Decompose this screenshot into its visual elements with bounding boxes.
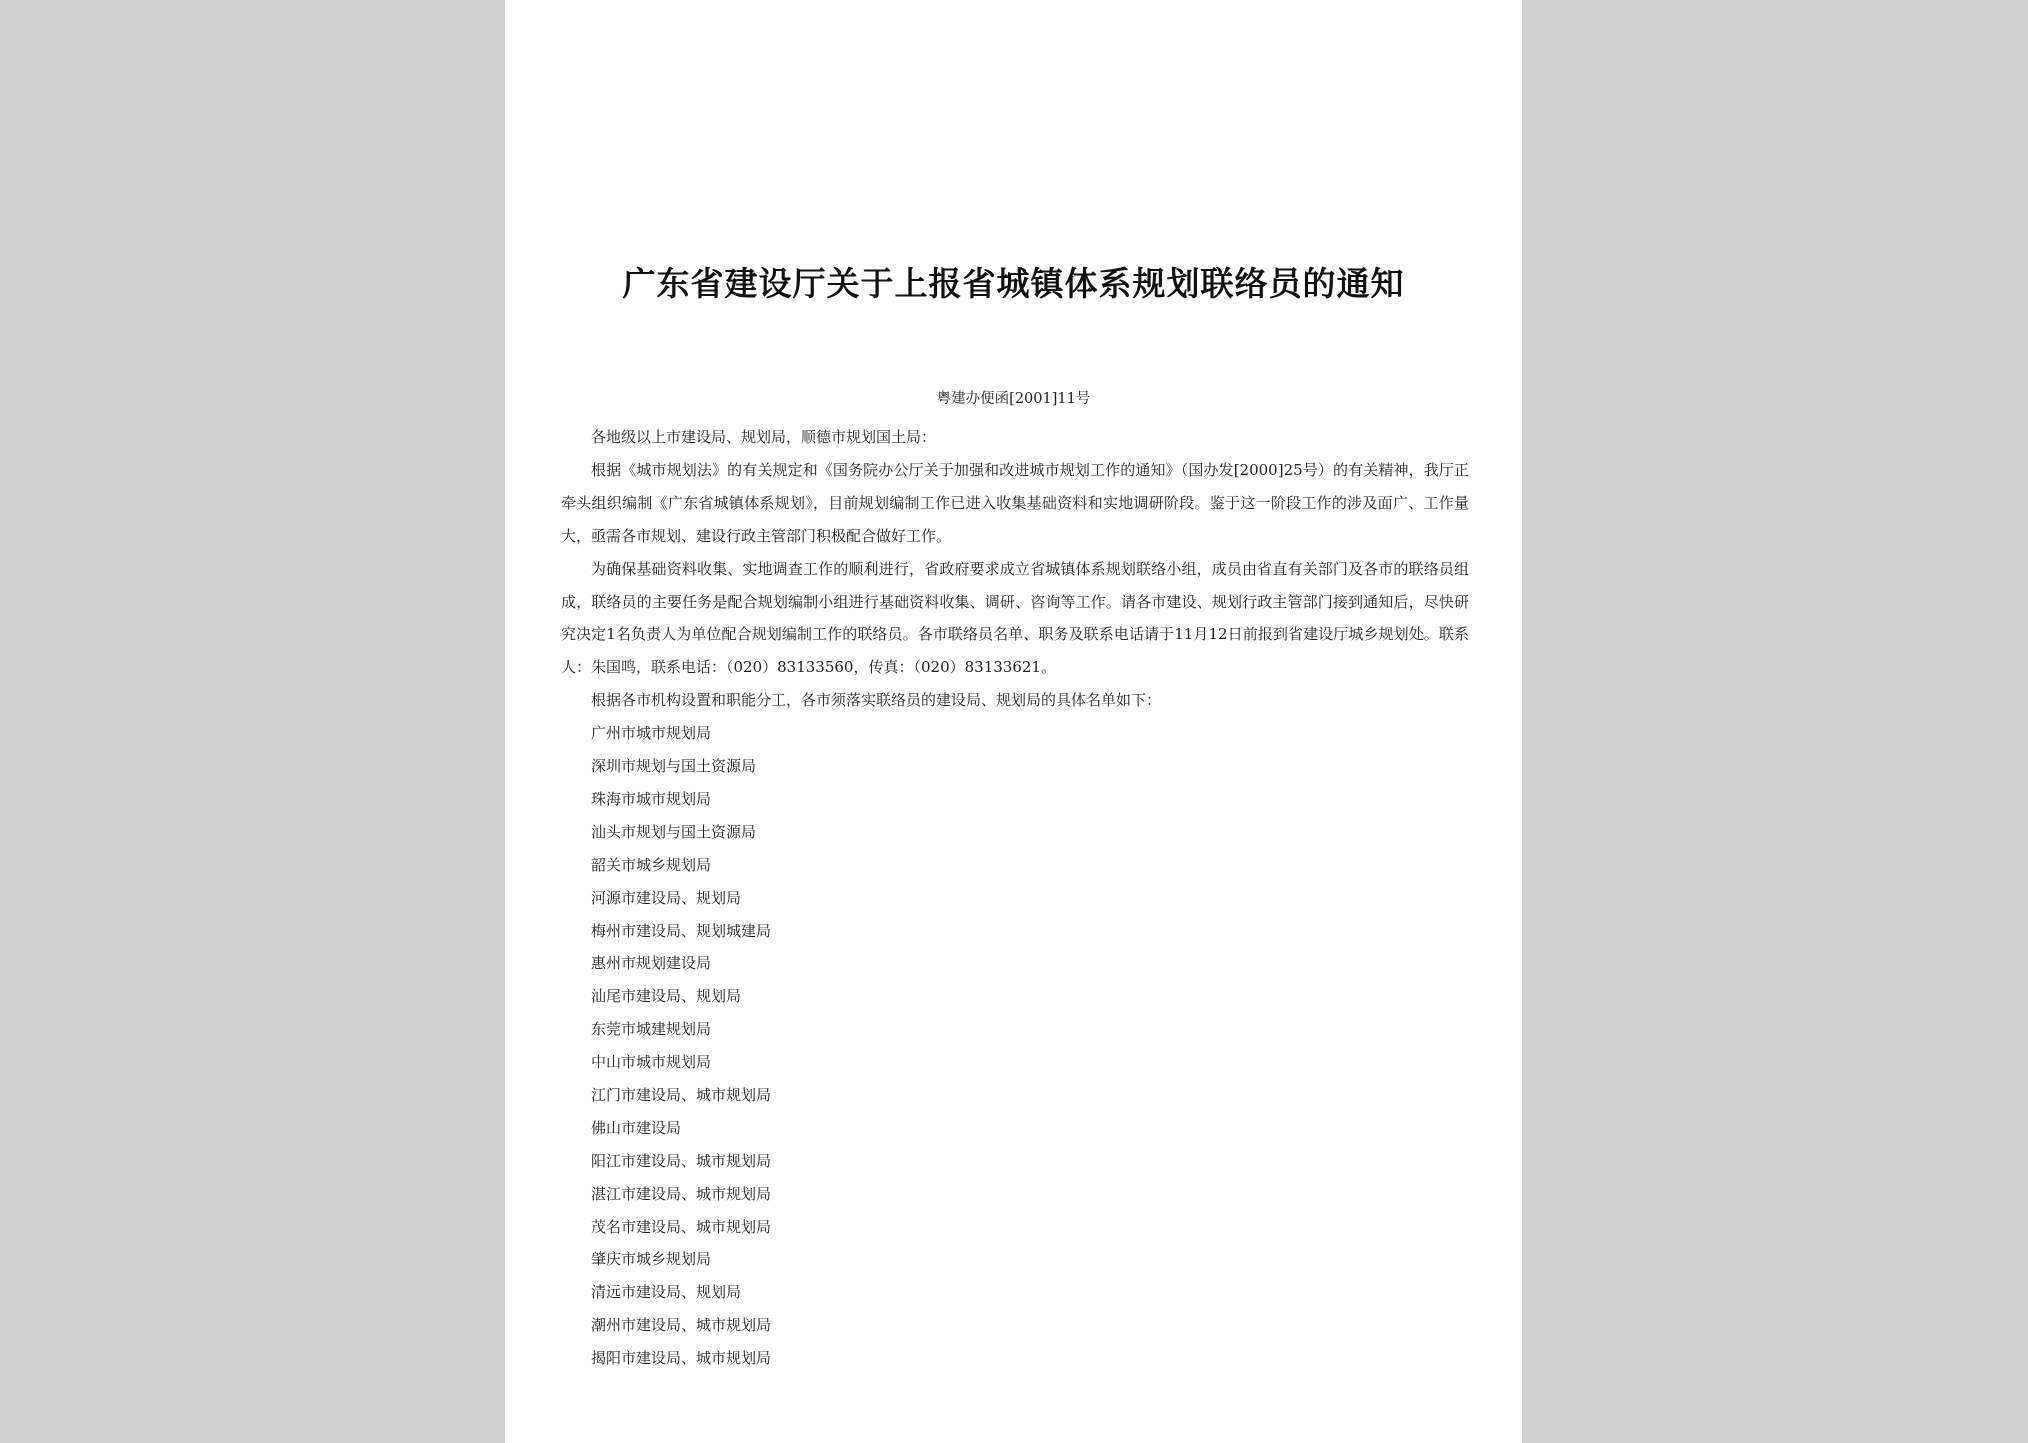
salutation: 各地级以上市建设局、规划局，顺德市规划国土局： [591,428,937,446]
list-item: 韶关市城乡规划局 [591,855,712,874]
list-item: 阳江市建设局、城市规划局 [591,1151,772,1170]
list-item: 茂名市建设局、城市规划局 [591,1217,772,1236]
list-item: 清远市建设局、规划局 [591,1283,742,1302]
list-item: 潮州市建设局、城市规划局 [591,1316,772,1335]
document-body [561,421,1469,1375]
list-item: 深圳市规划与国土资源局 [591,757,757,776]
list-item: 中山市城市规划局 [591,1053,712,1072]
list-item: 佛山市建设局 [591,1118,682,1137]
list-item: 湛江市建设局、城市规划局 [591,1184,772,1203]
document-number: 粤建办便函[2001]11号 [936,391,1091,407]
list-item: 东莞市城建规划局 [591,1020,712,1039]
list-item: 汕头市规划与国土资源局 [591,822,757,841]
document-title: 广东省建设厅关于上报省城镇体系规划联络员的通知 [622,264,1405,303]
list-item: 揭阳市建设局、城市规划局 [591,1349,772,1368]
list-item: 江门市建设局、城市规划局 [591,1085,772,1104]
list-item: 汕尾市建设局、规划局 [591,987,742,1006]
list-item: 广州市城市规划局 [591,724,712,743]
paragraph-2: 为确保基础资料收集、实地调查工作的顺利进行，省政府要求成立省城镇体系规划联络小组，成员由省直有关部门及各市的联络员组成，联络员的主要任务是配合规划编制小组进行基础资料收集、调研、咨询等工作。请各市建设、规划行政主管部门接到通知后，尽快研究决定1名负责人为单位配合规划编制工作的联络员。各市联络员名单、职务及联系电话请于11月12日前报到省建设厅城乡规划处。联系人：朱国鸣，联系电话：（020）83133560，传真：（020）83133621。 [561,559,1469,677]
list-item: 肇庆市城乡规划局 [591,1250,712,1269]
list-item: 梅州市建设局、规划城建局 [591,921,772,940]
paragraph-3: 根据各市机构设置和职能分工，各市须落实联络员的建设局、规划局的具体名单如下： [591,691,1162,710]
document-page [505,0,1522,1443]
organization-list [561,717,1469,1375]
list-item: 珠海市城市规划局 [591,789,712,808]
list-item: 河源市建设局、规划局 [591,888,742,907]
paragraph-1: 根据《城市规划法》的有关规定和《国务院办公厅关于加强和改进城市规划工作的通知》（国办发[2000]25号）的有关精神，我厅正牵头组织编制《广东省城镇体系规划》，目前规划编制工作已进入收集基础资料和实地调研阶段。鉴于这一阶段工作的涉及面广、工作量大，亟需各市规划、建设行政主管部门积极配合做好工作。 [561,460,1469,545]
list-item: 惠州市规划建设局 [591,954,712,973]
